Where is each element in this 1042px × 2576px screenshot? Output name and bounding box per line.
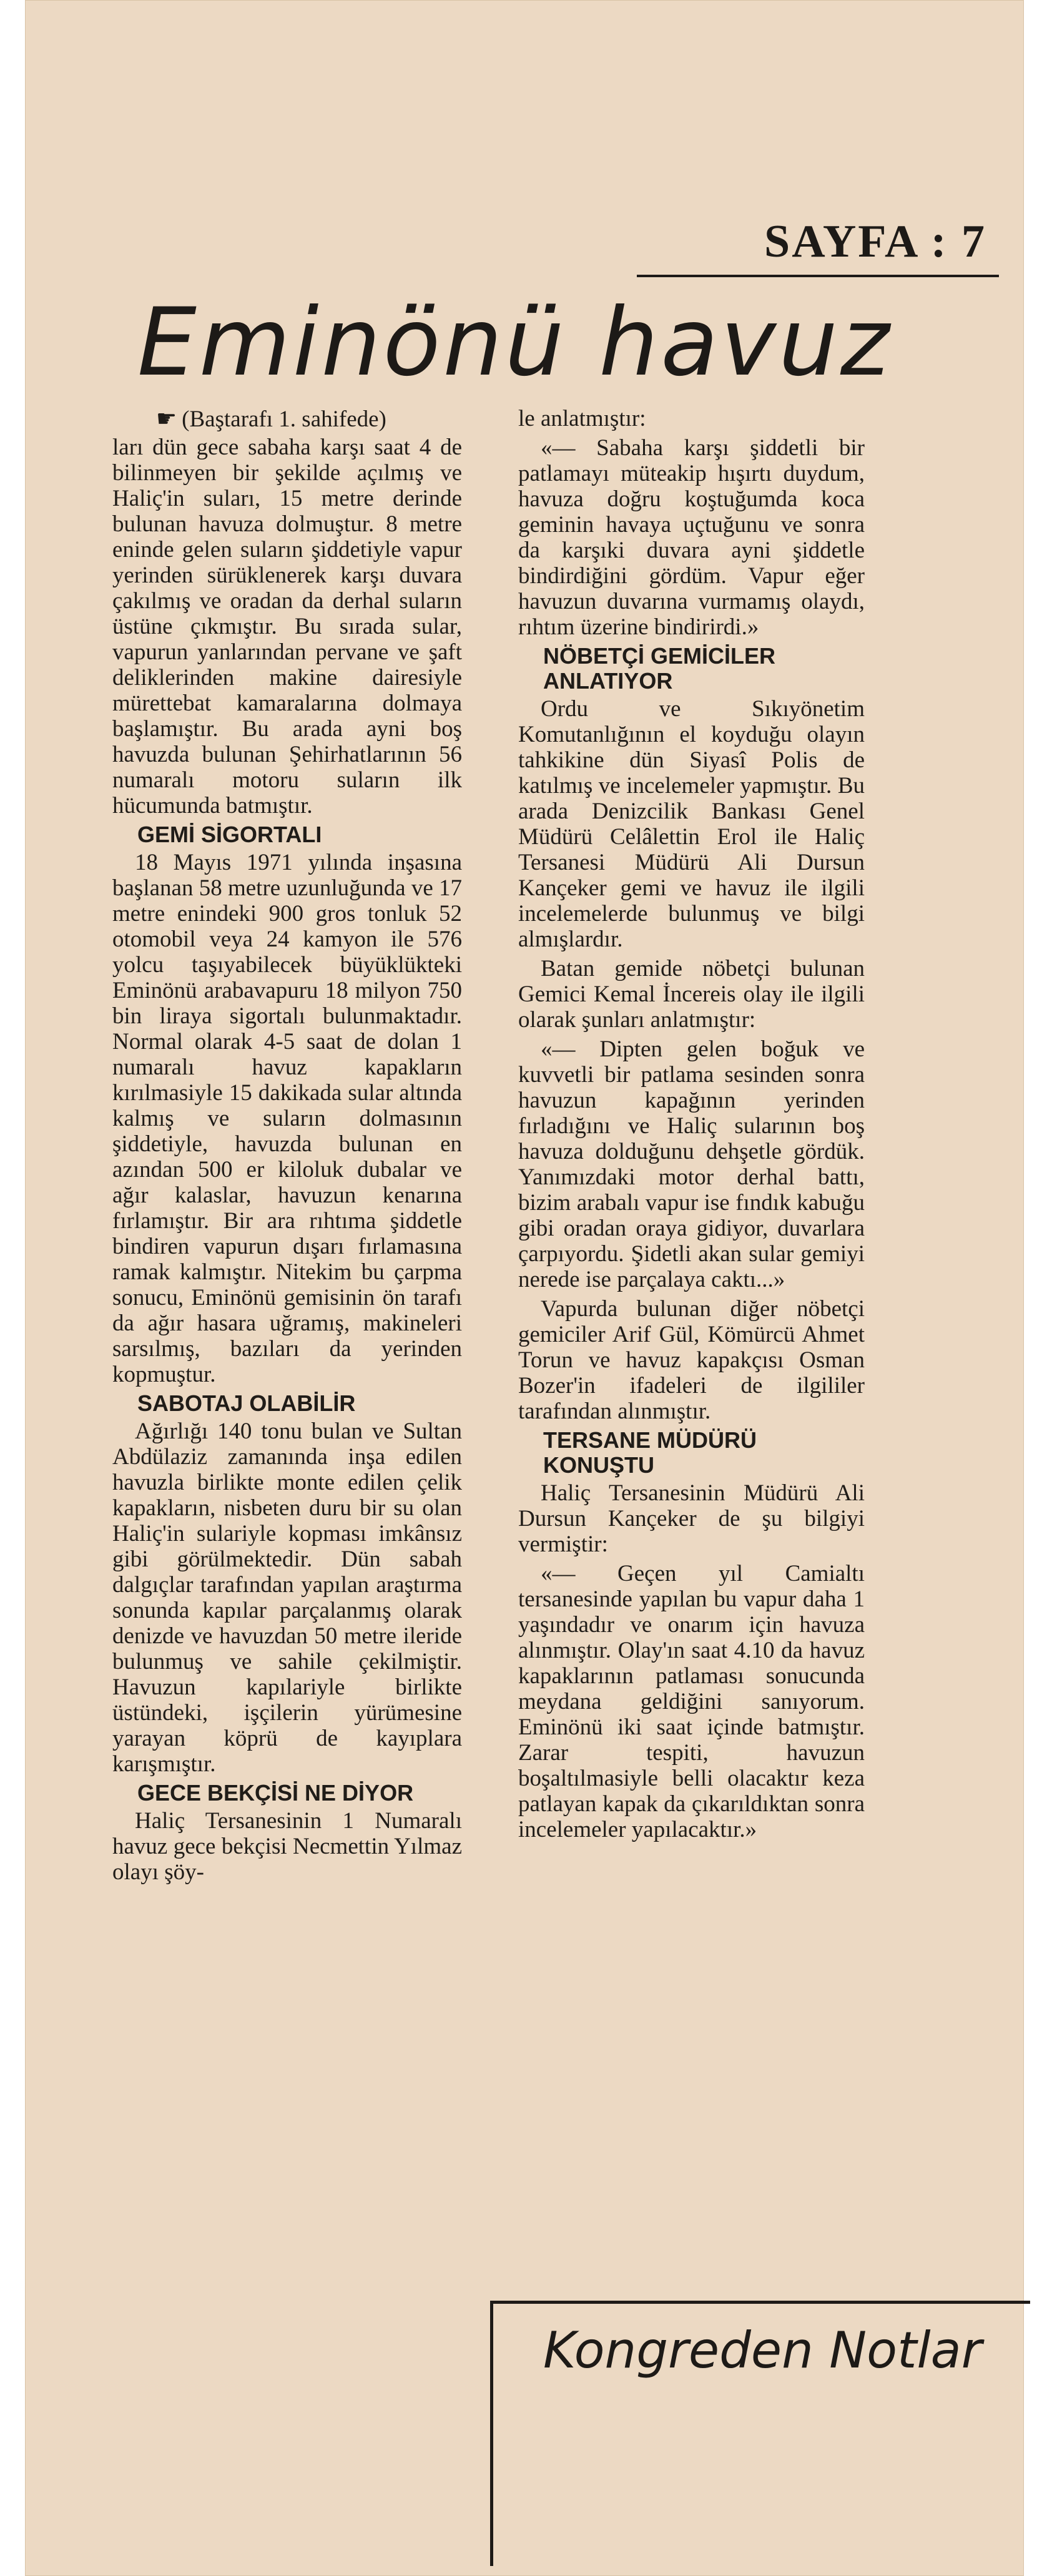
paragraph: Haliç Tersanesinin 1 Numaralı havuz gece bekçisi Necmettin Yılmaz olayı şöy- [112, 1808, 462, 1885]
page-number: SAYFA : 7 [764, 216, 986, 267]
paragraph: «— Dipten gelen boğuk ve kuvvetli bir patlama sesinden sonra havuzun kapağının yerinden fırladığını ve Haliç sularının boş havuza dolduğunu dehşetle gördük. Yanımızdaki motor derhal battı, bizim arabalı vapur ise fındık kabuğu gibi oradan oraya gidiyor, duvarlara çarpıyordu. Şidetli akan sular gemiyi nerede ise parçalaya caktı...» [518, 1036, 865, 1292]
sidebar-box [490, 2301, 1030, 2566]
subheading: GECE BEKÇİSİ NE DİYOR [137, 1780, 414, 1806]
article-column-right [518, 406, 865, 2266]
paragraph: Ordu ve Sıkıyönetim Komutanlığının el koyduğu olayın tahkikine dün Siyasî Polis de katılmış ve incelemeler yapmıştır. Bu arada Denizcilik Bankası Genel Müdürü Celâlettin Erol ile Haliç Tersanesi Müdürü Ali Dursun Kançeker gemi ve havuz ile ilgili incelemelerde bulunmuş ve bilgi almışlardır. [518, 696, 865, 952]
box-title: Kongreden Notlar [543, 2321, 982, 2379]
headline: Eminönü havuz [137, 288, 892, 397]
paragraph: Haliç Tersanesinin Müdürü Ali Dursun Kançeker de şu bilgiyi vermiştir: [518, 1480, 865, 1557]
subheading: NÖBETÇİ GEMİCİLER ANLATIYOR [543, 643, 776, 694]
paragraph: le anlatmıştır: [518, 406, 646, 431]
subheading: TERSANE MÜDÜRÜ KONUŞTU [543, 1427, 757, 1478]
paragraph: «— Sabaha karşı şiddetli bir patlamayı müteakip hışırtı duydum, havuza doğru koştuğumda koca geminin havaya uçtuğunu ve sonra da karşıki duvara ayni şiddetle bindirdiğini gördüm. Vapur eğer havuzun duvarına vurmamış olaydı, rıhtım üzerine bindirirdi.» [518, 435, 865, 640]
paragraph: 18 Mayıs 1971 yılında inşasına başlanan 58 metre uzunluğunda ve 17 metre enindeki 900 gros tonluk 52 otomobil veya 24 kamyon ile 576 yolcu taşıyabilecek büyüklükteki Eminönü arabavapuru 18 milyon 750 bin liraya sigortalı bulunmaktadır. Normal olarak 4-5 saat de dolan 1 numaralı havuz kapakların kırılmasiyle 15 dakikada sular altında kalmış ve suların dolmasının şiddetiyle, havuzda bulunan en azından 500 er kiloluk dubalar ve ağır kalaslar, havuzun kenarına fırlamıştır. Bir ara rıhtıma şiddetle bindiren vapurun dışarı fırlamasına ramak kalmıştır. Nitekim bu çarpma sonucu, Eminönü gemisinin ön tarafı da ağır hasara uğramış, makineleri sarsılmış, bazıları da yerinden kopmuştur. [112, 850, 462, 1387]
newspaper-clipping [25, 0, 1024, 2576]
paragraph: ları dün gece sabaha karşı saat 4 de bilinmeyen bir şekilde açılmış ve Haliç'in suları, 15 metre derinde bulunan havuza dolmuştur. 8 metre eninde gelen suların şiddetiyle vapur yerinden sürüklenerek karşı duvara çakılmış ve oradan da derhal suların üstüne çıkmıştır. Bu sırada sular, vapurun yanlarından pervane ve şaft deliklerinden makine dairesiyle mürettebat kamaralarına dolmaya başlamıştır. Bu arada ayni boş havuzda bulunan Şehirhatlarının 56 numaralı motoru suların ilk hücumunda batmıştır. [112, 435, 462, 819]
header-rule [637, 275, 999, 277]
continued-note [156, 406, 462, 432]
subheading: SABOTAJ OLABİLİR [137, 1390, 356, 1416]
paragraph: Batan gemide nöbetçi bulunan Gemici Kemal İncereis olay ile ilgili olarak şunları anlatmıştır: [518, 956, 865, 1033]
pointing-hand-icon: ☛ [156, 405, 177, 432]
subheading: GEMİ SİGORTALI [137, 822, 322, 847]
continued-from-text: (Baştarafı 1. sahifede) [182, 406, 386, 432]
article-column-left [112, 406, 462, 2454]
paragraph: Ağırlığı 140 tonu bulan ve Sultan Abdülaziz zamanında inşa edilen havuzla birlikte monte edilen çelik kapakların, nisbeten duru bir su olan Haliç'in sulariyle kopması imkânsız gibi görülmektedir. Dün sabah dalgıçlar tarafından yapılan araştırma sonunda kapılar parçalanmış olarak denizde ve havuzdan 50 metre ileride bulunmuş ve sahile çekilmiştir. Havuzun kapılariyle birlikte üstündeki, işçilerin yürümesine yarayan köprü de kayıplara karışmıştır. [112, 1418, 462, 1777]
paragraph: «— Geçen yıl Camialtı tersanesinde yapılan bu vapur daha 1 yaşındadır ve onarım için havuza alınmıştır. Olay'ın saat 4.10 da havuz kapaklarının patlaması sonucunda meydana geldiğini sanıyorum. Eminönü iki saat içinde batmıştır. Zarar tespiti, havuzun boşaltılmasiyle belli olacaktır keza patlayan kapak da çıkarıldıktan sonra incelemeler yapılacaktır.» [518, 1561, 865, 1842]
paragraph: Vapurda bulunan diğer nöbetçi gemiciler Arif Gül, Kömürcü Ahmet Torun ve havuz kapakçısı Osman Bozer'in ifadeleri de ilgililer tarafından alınmıştır. [518, 1296, 865, 1424]
